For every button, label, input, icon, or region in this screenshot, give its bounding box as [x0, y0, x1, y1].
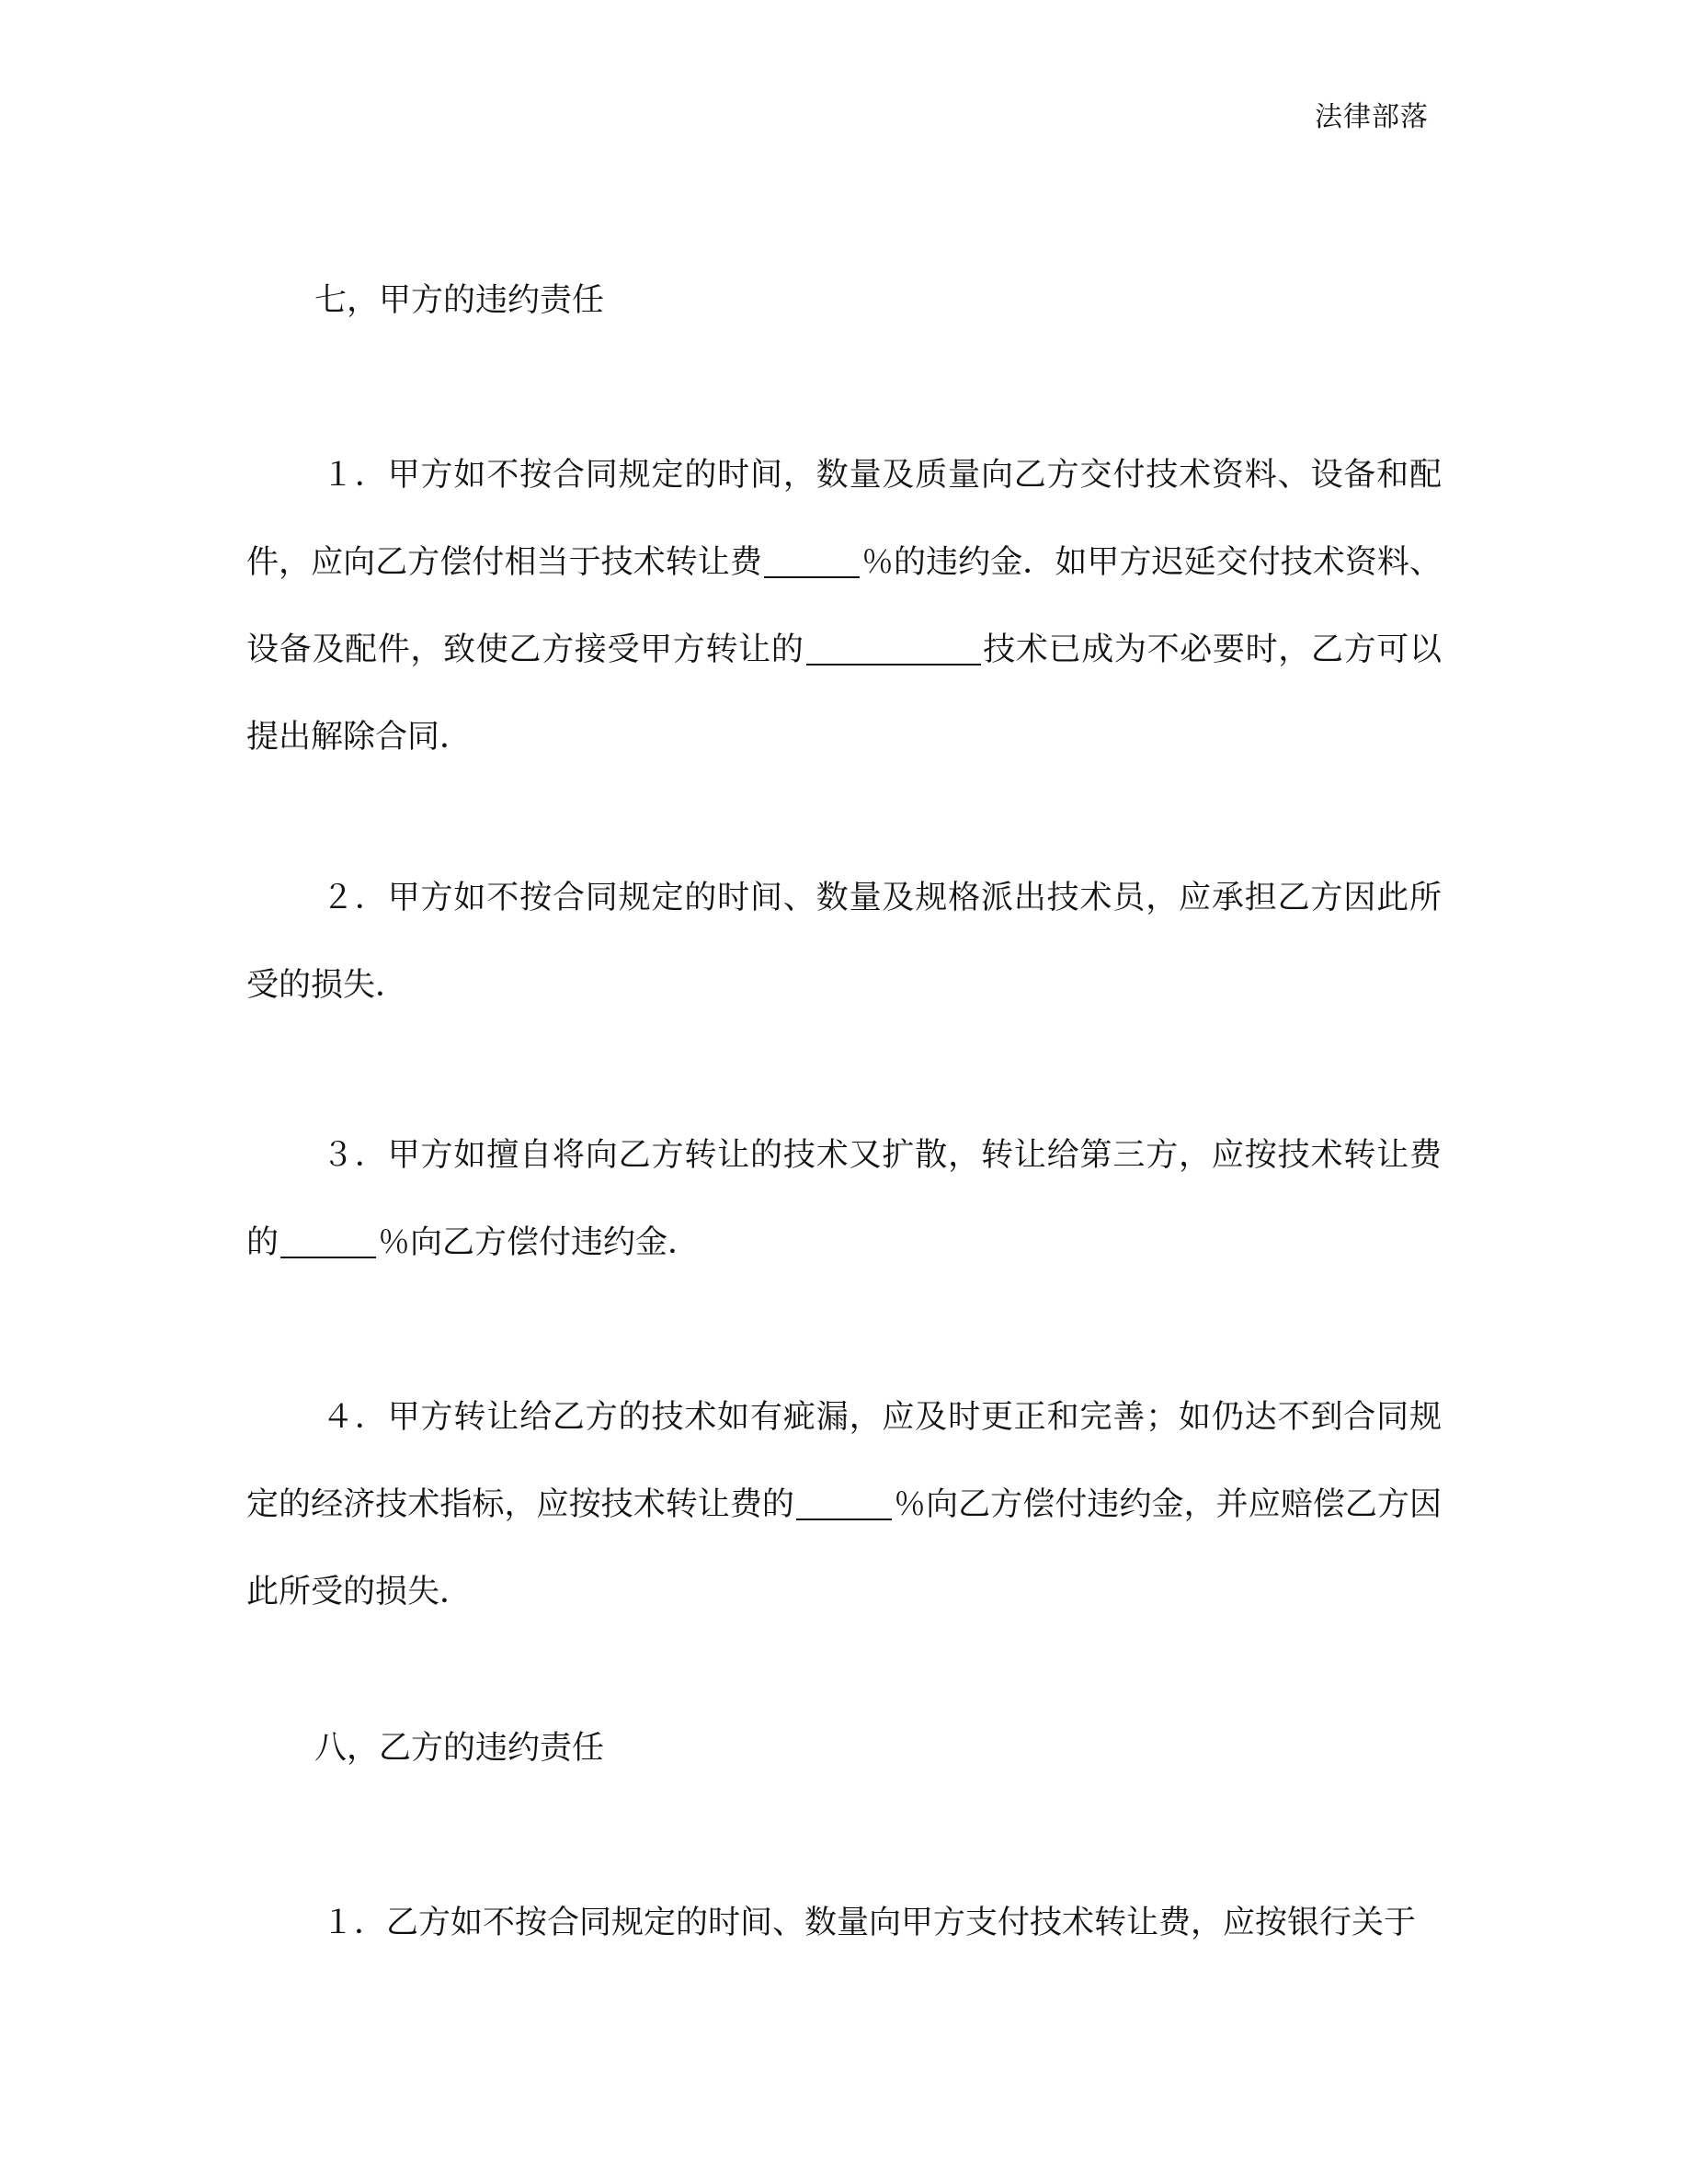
- section-heading-8: 八，乙方的违约责任: [314, 1730, 605, 1767]
- clause-7-3: [246, 1112, 1442, 1287]
- clause-8-1: [246, 1880, 1442, 1967]
- page-header: 法律部落: [1315, 101, 1429, 133]
- clause-text: ％向乙方偿付违约金，并应赔偿乙方因此所受的损失．: [246, 1486, 1442, 1610]
- clause-text: ３．甲方如擅自将向乙方转让的技术又扩散，转让给第三方，应按技术转让费的: [246, 1137, 1442, 1261]
- clause-text: ％向乙方偿付违约金．: [378, 1224, 701, 1261]
- clause-text: １．甲方如不按合同规定的时间，数量及质量向乙方交付技术资料、设备和配件，应向乙方偿付相当于技术转让费: [246, 457, 1442, 581]
- clause-text: ４．甲方转让给乙方的技术如有疵漏，应及时更正和完善；如仍达不到合同规定的经济技术指标，应按技术转让费的: [246, 1399, 1442, 1523]
- clause-text: １．乙方如不按合同规定的时间、数量向甲方支付技术转让费，应按银行关于: [322, 1905, 1417, 1941]
- fill-blank: [280, 1225, 376, 1258]
- clause-7-2: [246, 855, 1442, 1029]
- clause-7-4: [246, 1374, 1442, 1636]
- fill-blank: [806, 632, 981, 665]
- fill-blank: [764, 545, 860, 578]
- clause-text: ％的违约金．如甲方迟延交付技术资料、设备及配件，致使乙方接受甲方转让的: [246, 544, 1442, 668]
- clause-text: ２．甲方如不按合同规定的时间、数量及规格派出技术员，应承担乙方因此所受的损失．: [246, 880, 1442, 1004]
- clause-7-1: [246, 432, 1442, 781]
- fill-blank: [796, 1487, 892, 1520]
- clause-text: 技术已成为不必要时，乙方可以提出解除合同．: [246, 631, 1442, 756]
- section-heading-7: 七，甲方的违约责任: [314, 282, 605, 319]
